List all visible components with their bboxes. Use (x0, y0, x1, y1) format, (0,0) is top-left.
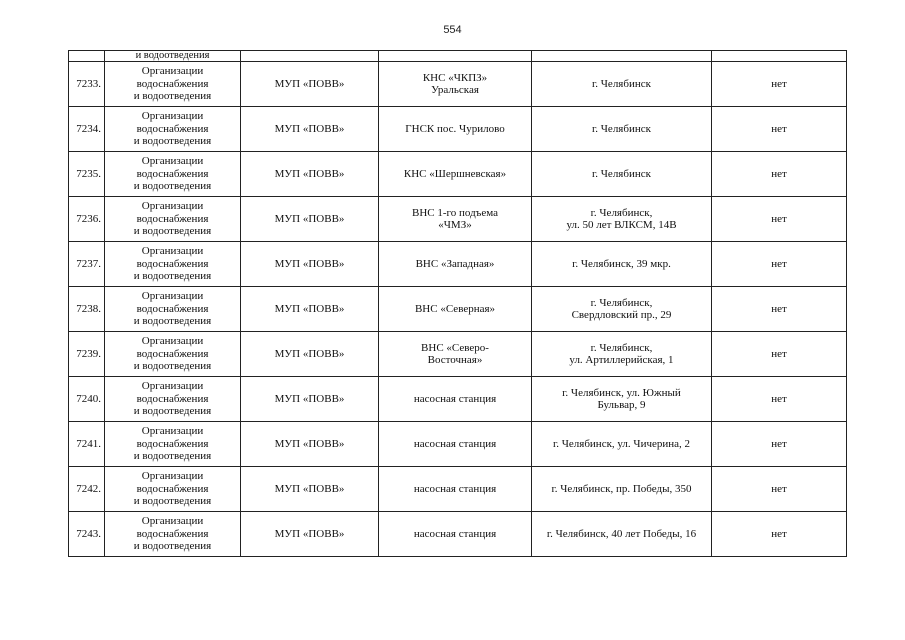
row-number-cell: 7239. (69, 332, 105, 377)
status-cell: нет (712, 107, 847, 152)
row-number-cell: 7241. (69, 422, 105, 467)
table-row (69, 422, 847, 467)
address-cell: г. Челябинск, ул. Южный Бульвар, 9 (532, 377, 712, 422)
continuation-object-cell (379, 51, 532, 62)
page-number: 554 (443, 24, 462, 36)
address-cell: г. Челябинск (532, 62, 712, 107)
continuation-num-cell (69, 51, 105, 62)
organization-name-cell: МУП «ПОВВ» (241, 332, 379, 377)
continuation-type-cell: и водоотведения (105, 51, 241, 62)
table-row (69, 107, 847, 152)
organization-type-cell: Организации водоснабжения и водоотведения (105, 287, 241, 332)
organization-name-cell: МУП «ПОВВ» (241, 512, 379, 557)
row-number-cell: 7236. (69, 197, 105, 242)
organization-type-cell: Организации водоснабжения и водоотведения (105, 467, 241, 512)
status-cell: нет (712, 62, 847, 107)
status-cell: нет (712, 332, 847, 377)
row-number-cell: 7233. (69, 62, 105, 107)
status-cell: нет (712, 152, 847, 197)
address-cell: г. Челябинск (532, 107, 712, 152)
continuation-org-cell (241, 51, 379, 62)
object-name-cell: КНС «ЧКПЗ» Уральская (379, 62, 532, 107)
organization-name-cell: МУП «ПОВВ» (241, 197, 379, 242)
organization-type-cell: Организации водоснабжения и водоотведения (105, 332, 241, 377)
address-cell: г. Челябинск, Свердловский пр., 29 (532, 287, 712, 332)
address-cell: г. Челябинск, 40 лет Победы, 16 (532, 512, 712, 557)
object-name-cell: насосная станция (379, 512, 532, 557)
row-number-cell: 7243. (69, 512, 105, 557)
row-number-cell: 7240. (69, 377, 105, 422)
organization-name-cell: МУП «ПОВВ» (241, 377, 379, 422)
row-number-cell: 7242. (69, 467, 105, 512)
organization-name-cell: МУП «ПОВВ» (241, 467, 379, 512)
status-cell: нет (712, 197, 847, 242)
organization-type-cell: Организации водоснабжения и водоотведения (105, 62, 241, 107)
address-cell: г. Челябинск, 39 мкр. (532, 242, 712, 287)
table-row (69, 377, 847, 422)
status-cell: нет (712, 377, 847, 422)
object-name-cell: КНС «Шершневская» (379, 152, 532, 197)
organization-name-cell: МУП «ПОВВ» (241, 107, 379, 152)
object-name-cell: насосная станция (379, 467, 532, 512)
continuation-status-cell (712, 51, 847, 62)
organization-type-cell: Организации водоснабжения и водоотведения (105, 242, 241, 287)
object-name-cell: насосная станция (379, 422, 532, 467)
table-row (69, 512, 847, 557)
registry-table (68, 50, 847, 557)
row-number-cell: 7234. (69, 107, 105, 152)
continuation-address-cell (532, 51, 712, 62)
status-cell: нет (712, 467, 847, 512)
organization-type-cell: Организации водоснабжения и водоотведения (105, 422, 241, 467)
object-name-cell: ГНСК пос. Чурилово (379, 107, 532, 152)
organization-name-cell: МУП «ПОВВ» (241, 287, 379, 332)
object-name-cell: ВНС «Западная» (379, 242, 532, 287)
object-name-cell: ВНС «Северо- Восточная» (379, 332, 532, 377)
status-cell: нет (712, 512, 847, 557)
object-name-cell: ВНС 1-го подъема «ЧМЗ» (379, 197, 532, 242)
row-number-cell: 7238. (69, 287, 105, 332)
address-cell: г. Челябинск, ул. Артиллерийская, 1 (532, 332, 712, 377)
status-cell: нет (712, 287, 847, 332)
organization-name-cell: МУП «ПОВВ» (241, 62, 379, 107)
table-row (69, 62, 847, 107)
object-name-cell: насосная станция (379, 377, 532, 422)
table-row (69, 332, 847, 377)
organization-type-cell: Организации водоснабжения и водоотведения (105, 152, 241, 197)
table-row (69, 467, 847, 512)
row-number-cell: 7237. (69, 242, 105, 287)
table-row (69, 152, 847, 197)
table-row (69, 197, 847, 242)
table-row (69, 287, 847, 332)
organization-type-cell: Организации водоснабжения и водоотведения (105, 512, 241, 557)
registry-table-body (69, 51, 847, 557)
table-row (69, 242, 847, 287)
row-number-cell: 7235. (69, 152, 105, 197)
address-cell: г. Челябинск (532, 152, 712, 197)
continuation-row (69, 51, 847, 62)
address-cell: г. Челябинск, ул. Чичерина, 2 (532, 422, 712, 467)
address-cell: г. Челябинск, ул. 50 лет ВЛКСМ, 14В (532, 197, 712, 242)
organization-name-cell: МУП «ПОВВ» (241, 152, 379, 197)
status-cell: нет (712, 422, 847, 467)
status-cell: нет (712, 242, 847, 287)
organization-type-cell: Организации водоснабжения и водоотведения (105, 377, 241, 422)
address-cell: г. Челябинск, пр. Победы, 350 (532, 467, 712, 512)
organization-name-cell: МУП «ПОВВ» (241, 422, 379, 467)
organization-name-cell: МУП «ПОВВ» (241, 242, 379, 287)
organization-type-cell: Организации водоснабжения и водоотведения (105, 197, 241, 242)
object-name-cell: ВНС «Северная» (379, 287, 532, 332)
organization-type-cell: Организации водоснабжения и водоотведения (105, 107, 241, 152)
